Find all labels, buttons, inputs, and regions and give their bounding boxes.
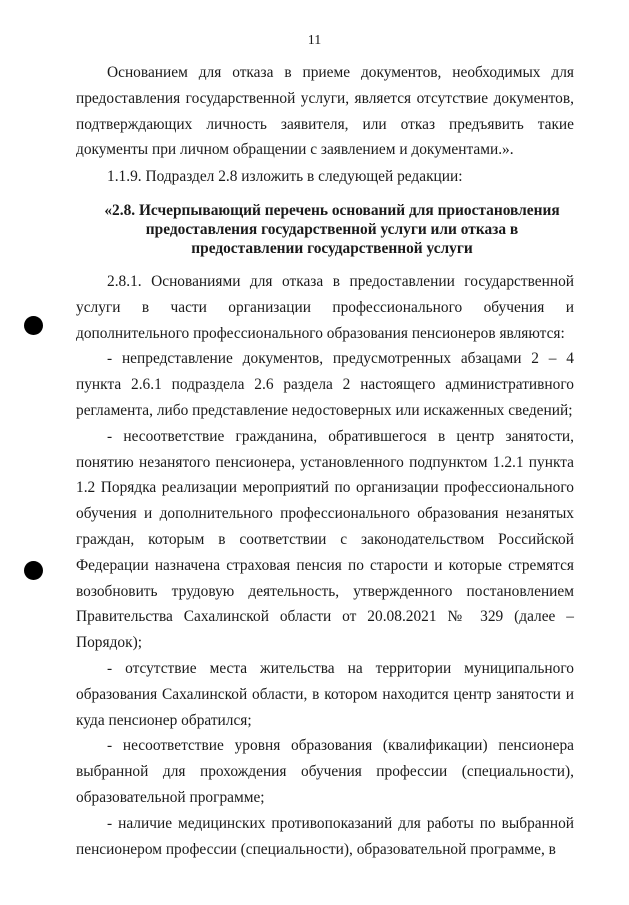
list-item-residence: - отсутствие места жительства на территории муниципального образования Сахалинской области, в котором находится центр занятости и куда пенсионер обратился;: [76, 659, 574, 729]
section-heading: [76, 201, 574, 258]
page-number: 11: [307, 33, 322, 48]
list-item-documents: - непредставление документов, предусмотренных абзацами 2 – 4 пункта 2.6.1 подраздела 2.6 раздела 2 настоящего административного регламента, либо представление недостоверных или искаженных сведений;: [76, 350, 574, 419]
paragraph-refusal-basis: Основанием для отказа в приеме документов, необходимых для предоставления государственной услуги, является отсутствие документов, подтверждающих личность заявителя, или отказ предъявить такие документы при личном обращении с заявлением и документами.».: [76, 64, 574, 159]
punch-hole-top: [24, 316, 43, 335]
heading-line-2: предоставления государственной услуги или отказа в: [145, 220, 519, 238]
document-body: [76, 60, 574, 862]
heading-line-1: «2.8. Исчерпывающий перечень оснований для приостановления: [104, 201, 560, 219]
paragraph-amendment: 1.1.9. Подраздел 2.8 изложить в следующей редакции:: [107, 168, 463, 186]
paragraph-2-8-1: 2.8.1. Основаниями для отказа в предоставлении государственной услуги в части организации профессионального обучения и дополнительного профессионального образования пенсионеров являются:: [76, 272, 574, 342]
list-item-nonconformity: - несоответствие гражданина, обратившегося в центр занятости, понятию незанятого пенсионера, установленного подпунктом 1.2.1 пункта 1.2 Порядка реализации мероприятий по организации профессионального обучения и дополнительного профессионального образования незанятых граждан, которым в соответствии с законодательством Российской Федерации назначена страховая пенсия по старости и которые стремятся возобновить трудовую деятельность, утвержденного постановлением Правительства Сахалинской области от 20.08.2021 № 329 (далее – Порядок);: [76, 427, 574, 652]
list-item-medical: - наличие медицинских противопоказаний для работы по выбранной пенсионером профессии (специальности), образовательной программе, в: [76, 814, 574, 858]
heading-line-3: предоставлении государственной услуги: [191, 239, 473, 257]
list-item-education-level: - несоответствие уровня образования (квалификации) пенсионера выбранной для прохождения обучения профессии (специальности), образовательной программе;: [76, 737, 574, 806]
punch-hole-bottom: [24, 561, 43, 580]
